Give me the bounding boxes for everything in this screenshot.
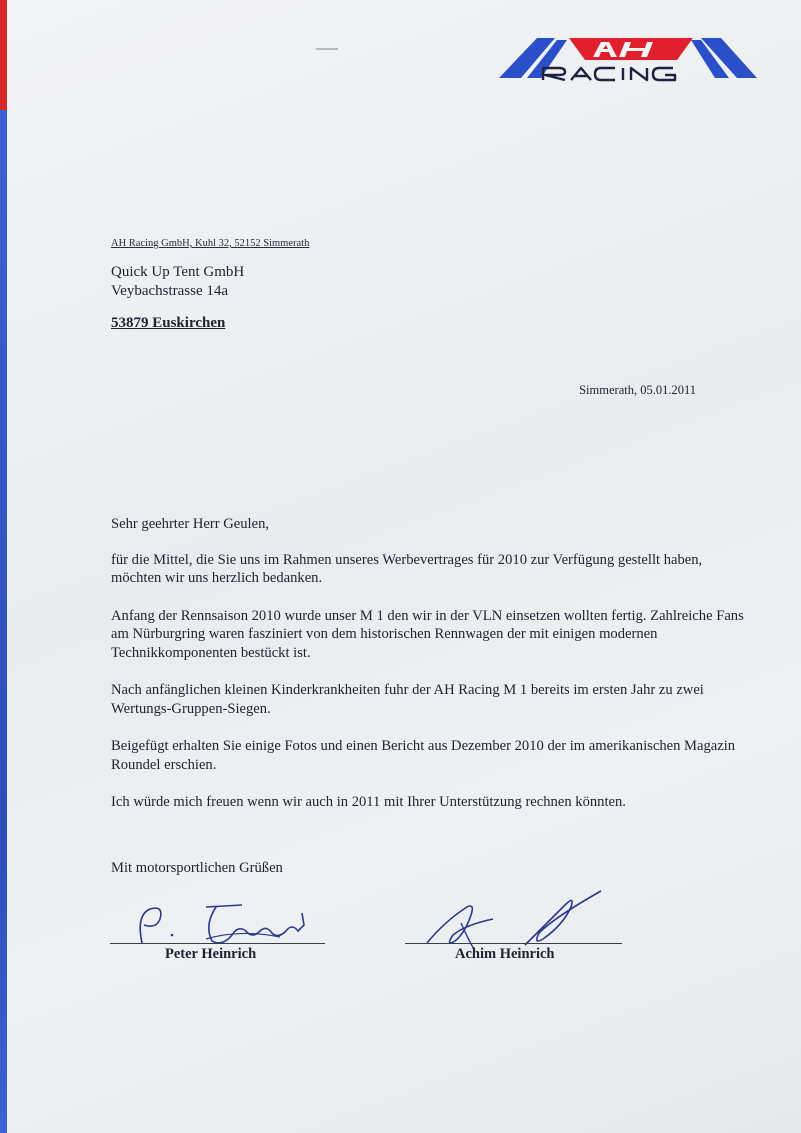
recipient-company: Quick Up Tent GmbH (111, 264, 245, 280)
signatory-name-left: Peter Heinrich (165, 946, 257, 962)
paragraph: für die Mittel, die Sie uns im Rahmen unseres Werbevertrages für 2010 zur Verfügung gestellt haben, möchten wir uns herzlich bedanken. (111, 551, 703, 586)
recipient-city: 53879 Euskirchen (111, 315, 226, 331)
salutation: Sehr geehrter Herr Geulen, (111, 516, 270, 532)
left-edge-red-stripe (0, 0, 7, 110)
paragraph: Beigefügt erhalten Sie einige Fotos und einen Bericht aus Dezember 2010 der im amerikanischen Magazin Roundel erschien. (111, 738, 736, 773)
letter-date: Simmerath, 05.01.2011 (579, 383, 696, 397)
paragraph: Anfang der Rennsaison 2010 wurde unser M 1 den wir in der VLN einsetzen wollten fertig. Zahlreiche Fans am Nürburgring waren fasziniert von dem historischen Rennwagen der mit einigen modernen Technikkomponenten bestückt ist. (111, 607, 744, 661)
left-edge-blue-stripe (0, 110, 7, 1133)
signature-line-left (110, 943, 325, 944)
sender-address-line: AH Racing GmbH, Kuhl 32, 52152 Simmerath (111, 238, 310, 249)
letter-body (111, 515, 751, 831)
scan-mark (316, 48, 338, 50)
paragraph: Ich würde mich freuen wenn wir auch in 2011 mit Ihrer Unterstützung rechnen könnten. (111, 794, 626, 810)
recipient-street: Veybachstrasse 14a (111, 283, 229, 299)
recipient-address (111, 263, 244, 301)
signature-line-right (405, 943, 622, 944)
signatory-name-right: Achim Heinrich (455, 946, 555, 962)
closing-phrase: Mit motorsportlichen Grüßen (111, 860, 283, 876)
ah-racing-logo (497, 30, 759, 84)
paragraph: Nach anfänglichen kleinen Kinderkrankheiten fuhr der AH Racing M 1 bereits im ersten Jahr zu zwei Wertungs-Gruppen-Siegen. (111, 682, 704, 717)
